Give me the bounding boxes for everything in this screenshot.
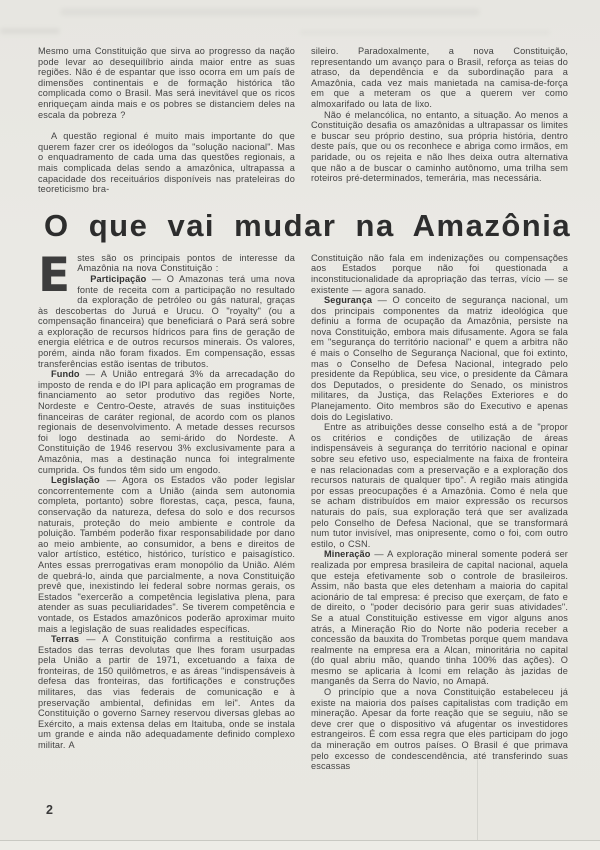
paragraph: A questão regional é muito mais importante do que querem fazer crer os ideólogos da "solução nacional". Mas o enquadramento de cada uma das questões regionais, a mais complicada delas sendo a amazônica, ultrapassa a capacidade dos receituários disponíveis nas prateleiras do teoreticismo bra-: [38, 131, 295, 195]
article-headline: O que vai mudar na Amazônia: [44, 207, 572, 243]
page-number: 2: [46, 803, 53, 817]
section-term: Participação: [90, 273, 147, 284]
section-paragraph: Mineração — A exploração mineral somente poderá ser realizada por empresa brasileira de capital nacional, aquela que esteja efetivamente sob o controle de brasileiros. Assim, não basta que eles detenham a maioria do capital acionário de tal empresa: é preciso que exerçam, de fato e de direito, o "poder decisório para gerir suas atividades". Se a atual Constituição estivesse em vigor alguns anos atrás, a Mineração Rio do Norte não poderia receber a concessão da bauxita do Trombetas porque quem mandava realmente na empresa era a Alcan, minoritária no capital (do qual abriu mão, quando tinha 100% das ações). O mesmo se aplicaria à Icomi em relação às jazidas de manganês da Serra do Navio, no Amapá.: [311, 549, 568, 687]
scan-artifact: [60, 8, 480, 16]
intro-right-column: [311, 46, 568, 195]
paragraph: Entre as atribuições desse conselho está a de "propor os critérios e condições de utilização de áreas indispensáveis à segurança do território nacional e opinar sobre seu efetivo uso, especialmente na faixa de fronteira e nas relacionadas com a preservação e a exploração dos recursos naturais de qualquer tipo". A região mais atingida por essas preocupações é a Amazônia. Como é nela que se acham distribuídos em maior expressão os recursos naturais do país, sua exploração terá que ser avalizada pelo Conselho de Defesa Nacional, que se transformará num tutor invisível, mas onipresente, como o foi, com outro estilo, o CSN.: [311, 422, 568, 549]
intro-section: [38, 46, 568, 195]
article-left-column: [38, 247, 295, 772]
section-paragraph: Terras — A Constituição confirma a restituição aos Estados das terras devolutas que lhes foram usurpadas pela União a partir de 1971, excetuando a faixa de fronteiras, de 150 quilômetros, e as áreas "indispensáveis à defesa das fronteiras, das fortificações e construções militares, das vias federais de comunicação e à preservação ambiental, definidas em lei". Antes da Constituição o governo Sarney reservou diversas glebas ao Exército, a mais extensa delas em Itaituba, onde se instala um grande e ainda não adequadamente definido complexo militar. A: [38, 634, 295, 751]
paragraph: O princípio que a nova Constituição estabeleceu já existe na maioria dos países capitalistas com tradição em mineração. Apesar da forte reação que se seguiu, não se deve crer que o dispositivo vá afugentar os investidores estrangeiros. É com essa regra que eles participam do jogo da mineração em outros países. O Brasil é que primava pelo excesso de condescendência, até transferindo suas escassas: [311, 687, 568, 772]
drop-cap: E: [38, 247, 71, 303]
article-right-column: [311, 253, 568, 772]
paragraph: Mesmo uma Constituição que sirva ao progresso da nação pode levar ao desequilíbrio ainda maior entre as suas regiões. Não é de espantar que isso ocorra em um país de dimensões continentais e de formação histórica tão complicada como o Brasil. Mas será inevitável que os ricos enriqueçam ainda mais e os pobres se distanciem deles na escala da pobreza ?: [38, 46, 295, 120]
article-body: [38, 247, 568, 772]
scan-artifact: [0, 28, 60, 34]
section-paragraph: Participação — O Amazonas terá uma nova fonte de receita com a participação no resultado da exploração de petróleo ou gás natural, graças às descobertas do Juruá e Urucu. O "royalty" (ou a compensação financeira) que beneficiará o Pará será sobre a exploração de recursos hídricos para fins de geração de energia elétrica e de outros recursos minerais. Os valores, porém, ainda não foram fixados. Em compensação, essas transferências estão isentas de tributos.: [38, 273, 295, 369]
section-paragraph: Fundo — A União entregará 3% da arrecadação do imposto de renda e do IPI para aplicação em programas de financiamento ao setor produtivo das regiões Norte, Nordeste e Centro-Oeste, através de suas instituições financeiras de caráter regional, de acordo com os planos regionais de desenvolvimento. A metade desses recursos foi logo destinada ao semi-árido do Nordeste. A Constituição de 1946 reservou 3% exclusivamente para a Amazônia, mas a destinação nunca foi integralmente cumprida. Os fundos têm sido um engodo.: [38, 369, 295, 475]
section-paragraph: Legislação — Agora os Estados vão poder legislar concorrentemente com a União (ainda sem autonomia completa, portanto) sobre florestas, caça, pesca, fauna, conservação da natureza, defesa do solo e dos recursos naturais, proteção do meio ambiente e controle da poluição. Também poderão fixar responsabilidade por dano ao meio ambiente, ao consumidor, a bens e direitos de valor artístico, estético, histórico, turístico e paisagístico. Antes essas prerrogativas eram monopólio da União. Além de quebrá-lo, ainda que parcialmente, a nova Constituição prevê que, inexistindo lei federal sobre normas gerais, os Estados "exercerão a competência legislativa plena, para atender as suas peculiaridades". Se tiverem competência e vontade, os Estados amazônicos poderão aproximar muito mais a legislação de suas realidades específicas.: [38, 475, 295, 634]
paragraph: Não é melancólica, no entanto, a situação. Ao menos a Constituição desafia os amazônidas a ultrapassar os limites e buscar seu próprio destino, sua própria história, dentro deste país, que ou os reconhece e abriga como irmãos, em paridade, ou os rejeita e não lhes deixa outra alternativa que não a de buscar o caminho autônomo, uma trilha sem roteiros pré-determinados, temerária, mas necessária.: [311, 109, 568, 184]
section-term: Mineração: [324, 549, 371, 560]
section-term: Fundo: [51, 369, 80, 380]
section-term: Terras: [51, 634, 80, 645]
lead-paragraph: Estes são os principais pontos de interesse da Amazônia na nova Constituição :: [38, 247, 295, 303]
scan-crease-artifact: [477, 690, 478, 840]
page-content: [38, 46, 572, 772]
scan-artifact: [300, 30, 550, 35]
section-term: Legislação: [51, 475, 100, 486]
section-term: Segurança: [324, 295, 373, 306]
section-paragraph: Segurança — O conceito de segurança nacional, um dos principais componentes da matriz ideológica que definiu a forma de ocupação da Amazônia, persiste na nova Constituição, embora mais difusamente. Agora se fala em "segurança do território nacional" e quem a arbitra não é mais o Conselho de Segurança Nacional, que foi extinto, mas o Conselho de Defesa Nacional, integrado pelo presidente da República, seu vice, o presidente da Câmara dos Deputados, o presidente do Senado, os ministros militares, da Justiça, das Relações Exteriores e do Planejamento. Oito membros são do Executivo e apenas dois do Legislativo.: [311, 295, 568, 422]
paragraph: sileiro. Paradoxalmente, a nova Constituição, representando um avanço para o Brasil, reforça as teias do atraso, da dependência e da subordinação para a Amazônia, cada vez mais manietada na camisa-de-força em que a meteram os que a querem ver como almoxarifado ou lata de lixo.: [311, 46, 568, 109]
intro-left-column: [38, 46, 295, 195]
scan-edge-artifact: [0, 840, 600, 850]
paragraph: Constituição não fala em indenizações ou compensações aos Estados porque não foi questionada a inconstitucionalidade da apropriação das terras, vício — se existente — agora sanado.: [311, 252, 568, 295]
